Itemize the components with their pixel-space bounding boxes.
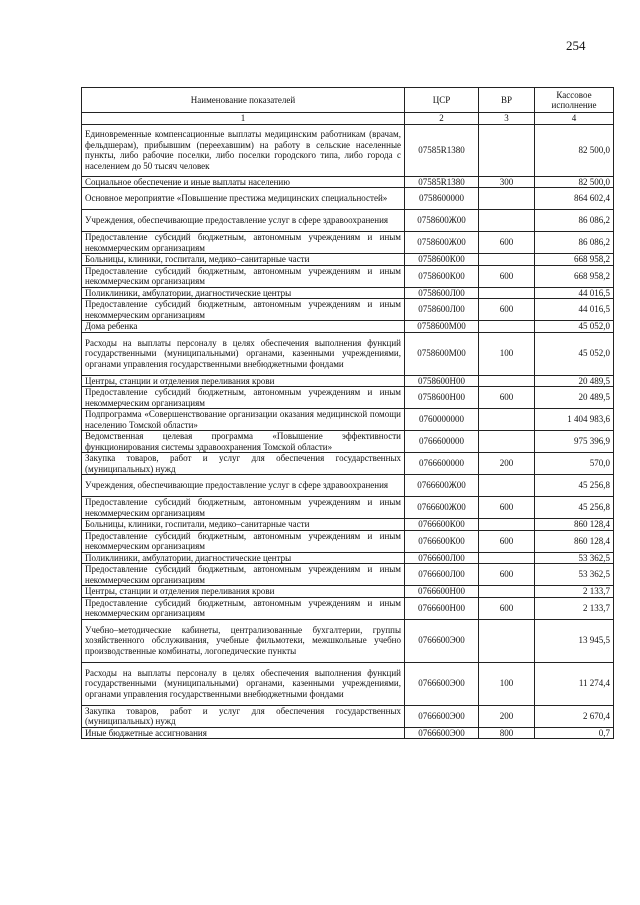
table-row	[82, 387, 614, 409]
budget-table	[81, 87, 614, 739]
table-row	[82, 552, 614, 564]
row-vr: 200	[479, 453, 535, 475]
table-row	[82, 287, 614, 299]
row-sum: 45 256,8	[535, 497, 614, 519]
table-row	[82, 431, 614, 453]
row-csr: 0766600Л00	[405, 564, 479, 586]
row-vr	[479, 375, 535, 387]
row-csr: 0766600Н00	[405, 586, 479, 598]
row-vr	[479, 586, 535, 598]
table-row	[82, 727, 614, 739]
row-name: Предоставление субсидий бюджетным, автономным учреждениям и иным некоммерческим организациям	[82, 530, 405, 552]
row-name: Центры, станции и отделения переливания крови	[82, 586, 405, 598]
row-name: Расходы на выплаты персоналу в целях обеспечения выполнения функций государственными (муниципальными) органами, казенными учреждениями, органами управления государственными внебюджетными фондами	[82, 662, 405, 705]
table-row	[82, 705, 614, 727]
row-csr: 0766600Ж00	[405, 475, 479, 497]
row-csr: 0766600Л00	[405, 552, 479, 564]
header-csr: ЦСР	[405, 88, 479, 113]
table-row	[82, 530, 614, 552]
table-row	[82, 409, 614, 431]
row-sum: 2 670,4	[535, 705, 614, 727]
row-csr: 0766600000	[405, 431, 479, 453]
table-row	[82, 586, 614, 598]
row-sum: 82 500,0	[535, 124, 614, 176]
row-vr: 300	[479, 176, 535, 188]
row-sum: 44 016,5	[535, 287, 614, 299]
row-vr	[479, 552, 535, 564]
row-sum: 864 602,4	[535, 188, 614, 210]
row-name: Предоставление субсидий бюджетным, автономным учреждениям и иным некоммерческим организациям	[82, 387, 405, 409]
table-row	[82, 375, 614, 387]
row-name: Единовременные компенсационные выплаты медицинским работникам (врачам, фельдшерам), прибывшим (переехавшим) на работу в сельские населенные пункты, либо рабочие поселки, либо поселки городского типа, либо города с населением до 50 тысяч человек	[82, 124, 405, 176]
row-name: Предоставление субсидий бюджетным, автономным учреждениям и иным некоммерческим организациям	[82, 232, 405, 254]
row-vr: 200	[479, 705, 535, 727]
row-sum: 11 274,4	[535, 662, 614, 705]
table-row	[82, 188, 614, 210]
row-sum: 2 133,7	[535, 597, 614, 619]
row-name: Социальное обеспечение и иные выплаты населению	[82, 176, 405, 188]
column-number: 4	[535, 113, 614, 125]
row-name: Учреждения, обеспечивающие предоставление услуг в сфере здравоохранения	[82, 210, 405, 232]
table-row	[82, 176, 614, 188]
table-row	[82, 332, 614, 375]
table-row	[82, 124, 614, 176]
row-name: Закупка товаров, работ и услуг для обеспечения государственных (муниципальных) нужд	[82, 705, 405, 727]
table-row	[82, 497, 614, 519]
column-numbers-row	[82, 113, 614, 125]
column-number: 2	[405, 113, 479, 125]
row-name: Предоставление субсидий бюджетным, автономным учреждениям и иным некоммерческим организациям	[82, 564, 405, 586]
row-name: Предоставление субсидий бюджетным, автономным учреждениям и иным некоммерческим организациям	[82, 299, 405, 321]
row-name: Предоставление субсидий бюджетным, автономным учреждениям и иным некоммерческим организациям	[82, 597, 405, 619]
row-name: Поликлиники, амбулатории, диагностические центры	[82, 287, 405, 299]
table-row	[82, 475, 614, 497]
table-row	[82, 564, 614, 586]
row-sum: 570,0	[535, 453, 614, 475]
column-number: 1	[82, 113, 405, 125]
row-name: Основное мероприятие «Повышение престижа медицинских специальностей»	[82, 188, 405, 210]
row-vr: 100	[479, 662, 535, 705]
row-sum: 53 362,5	[535, 552, 614, 564]
row-vr	[479, 475, 535, 497]
header-vr: ВР	[479, 88, 535, 113]
table-body	[82, 124, 614, 739]
row-name: Больницы, клиники, госпитали, медико–санитарные части	[82, 254, 405, 266]
row-csr: 0766600Э00	[405, 662, 479, 705]
row-csr: 07585R1380	[405, 176, 479, 188]
table-row	[82, 210, 614, 232]
page-number: 254	[566, 38, 586, 53]
row-sum: 860 128,4	[535, 530, 614, 552]
row-sum: 86 086,2	[535, 210, 614, 232]
table-row	[82, 265, 614, 287]
row-vr	[479, 519, 535, 531]
row-name: Расходы на выплаты персоналу в целях обеспечения выполнения функций государственными (муниципальными) органами, казенными учреждениями, органами управления государственными внебюджетными фондами	[82, 332, 405, 375]
table-row	[82, 597, 614, 619]
row-vr: 100	[479, 332, 535, 375]
row-vr	[479, 409, 535, 431]
table-row	[82, 321, 614, 333]
row-sum: 2 133,7	[535, 586, 614, 598]
row-vr: 600	[479, 530, 535, 552]
row-csr: 0758600Н00	[405, 375, 479, 387]
row-csr: 0758600Ж00	[405, 210, 479, 232]
row-sum: 20 489,5	[535, 375, 614, 387]
row-sum: 86 086,2	[535, 232, 614, 254]
row-csr: 0766600К00	[405, 530, 479, 552]
row-vr	[479, 431, 535, 453]
row-sum: 20 489,5	[535, 387, 614, 409]
row-csr: 0758600К00	[405, 254, 479, 266]
row-vr	[479, 124, 535, 176]
row-csr: 0758600Л00	[405, 299, 479, 321]
row-csr: 0766600Ж00	[405, 497, 479, 519]
row-sum: 668 958,2	[535, 265, 614, 287]
row-name: Больницы, клиники, госпитали, медико–санитарные части	[82, 519, 405, 531]
row-sum: 0,7	[535, 727, 614, 739]
row-name: Учреждения, обеспечивающие предоставление услуг в сфере здравоохранения	[82, 475, 405, 497]
row-vr	[479, 619, 535, 662]
row-vr: 600	[479, 265, 535, 287]
row-vr	[479, 254, 535, 266]
table-row	[82, 662, 614, 705]
row-sum: 45 052,0	[535, 321, 614, 333]
row-sum: 82 500,0	[535, 176, 614, 188]
row-csr: 0758600К00	[405, 265, 479, 287]
table-row	[82, 299, 614, 321]
table-header-row	[82, 88, 614, 113]
row-sum: 668 958,2	[535, 254, 614, 266]
row-sum: 975 396,9	[535, 431, 614, 453]
row-csr: 0766600Н00	[405, 597, 479, 619]
table-row	[82, 453, 614, 475]
row-vr	[479, 188, 535, 210]
row-sum: 1 404 983,6	[535, 409, 614, 431]
row-csr: 0758600Н00	[405, 387, 479, 409]
row-vr: 800	[479, 727, 535, 739]
row-name: Поликлиники, амбулатории, диагностические центры	[82, 552, 405, 564]
row-sum: 53 362,5	[535, 564, 614, 586]
row-sum: 45 052,0	[535, 332, 614, 375]
table-row	[82, 232, 614, 254]
row-csr: 0758600М00	[405, 332, 479, 375]
row-name: Ведомственная целевая программа «Повышение эффективности функционирования системы здравоохранения Томской области»	[82, 431, 405, 453]
row-vr: 600	[479, 299, 535, 321]
row-csr: 0766600Э00	[405, 705, 479, 727]
row-vr: 600	[479, 497, 535, 519]
row-vr: 600	[479, 597, 535, 619]
row-sum: 44 016,5	[535, 299, 614, 321]
row-vr: 600	[479, 564, 535, 586]
row-name: Иные бюджетные ассигнования	[82, 727, 405, 739]
table-row	[82, 619, 614, 662]
row-vr	[479, 210, 535, 232]
table-row	[82, 254, 614, 266]
column-number: 3	[479, 113, 535, 125]
row-sum: 860 128,4	[535, 519, 614, 531]
row-sum: 45 256,8	[535, 475, 614, 497]
row-name: Подпрограмма «Совершенствование организации оказания медицинской помощи населению Томской области»	[82, 409, 405, 431]
row-name: Учебно–методические кабинеты, централизованные бухгалтерии, группы хозяйственного обслуживания, учебные фильмотеки, межшкольные учебно производственные комбинаты, логопедические пункты	[82, 619, 405, 662]
row-csr: 0758600Ж00	[405, 232, 479, 254]
row-csr: 07585R1380	[405, 124, 479, 176]
header-sum: Кассовое исполнение	[535, 88, 614, 113]
row-vr	[479, 287, 535, 299]
row-csr: 0766600Э00	[405, 619, 479, 662]
row-csr: 0766600К00	[405, 519, 479, 531]
row-csr: 0766600Э00	[405, 727, 479, 739]
row-name: Дома ребенка	[82, 321, 405, 333]
row-vr: 600	[479, 232, 535, 254]
row-csr: 0760000000	[405, 409, 479, 431]
row-name: Центры, станции и отделения переливания крови	[82, 375, 405, 387]
row-vr: 600	[479, 387, 535, 409]
row-csr: 0758600Л00	[405, 287, 479, 299]
row-name: Предоставление субсидий бюджетным, автономным учреждениям и иным некоммерческим организациям	[82, 497, 405, 519]
header-name: Наименование показателей	[82, 88, 405, 113]
row-csr: 0758600000	[405, 188, 479, 210]
row-sum: 13 945,5	[535, 619, 614, 662]
row-name: Закупка товаров, работ и услуг для обеспечения государственных (муниципальных) нужд	[82, 453, 405, 475]
row-vr	[479, 321, 535, 333]
row-csr: 0758600М00	[405, 321, 479, 333]
table-row	[82, 519, 614, 531]
row-csr: 0766600000	[405, 453, 479, 475]
row-name: Предоставление субсидий бюджетным, автономным учреждениям и иным некоммерческим организациям	[82, 265, 405, 287]
